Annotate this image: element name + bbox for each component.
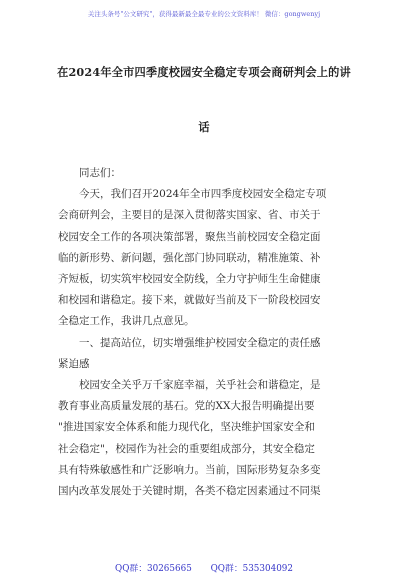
body-line: 校园安全关乎万千家庭幸福，关乎社会和谐稳定，是: [79, 379, 321, 392]
section-heading-cont: 紧迫感: [58, 357, 90, 370]
footer-contacts: [0, 561, 408, 574]
footer-qq-group-2: QQ群：535304092: [210, 564, 293, 574]
body-line: 校园安全工作的各项决策部署，聚焦当前校园安全稳定面: [58, 230, 321, 243]
body-line: 今天，我们召开2024年全市四季度校园安全稳定专项: [79, 188, 327, 201]
body-line: 临的新形势、新问题，强化部门协同联动，精准施策、补: [58, 251, 321, 264]
body-line: 教育事业高质量发展的基石。党的XX大报告明确提出要: [58, 400, 315, 413]
page-title-continuation: 话: [198, 120, 210, 134]
greeting: 同志们：: [79, 167, 121, 179]
body-line: "推进国家安全体系和能力现代化，坚决维护国家安全和: [58, 421, 315, 434]
section-heading: 一、提高站位，切实增强维护校园安全稳定的责任感: [79, 336, 321, 349]
body-line: 社会稳定"，校园作为社会的重要组成部分，其安全稳定: [58, 442, 315, 455]
body-line: 和校园和谐稳定。接下来，就做好当前及下一阶段校园安: [58, 294, 321, 307]
body-line: 国内改革发展处于关键时期，各类不稳定因素通过不同渠: [58, 485, 321, 498]
header-notice: 关注头条号"公文研究"，获得最新最全最专业的公文资料库！ 微信：gongwenyj: [87, 10, 321, 18]
body-line: 全稳定工作，我讲几点意见。: [58, 315, 195, 328]
body-line: 具有特殊敏感性和广泛影响力。当前，国际形势复杂多变: [58, 463, 321, 476]
page-title: 在2024年全市四季度校园安全稳定专项会商研判会上的讲: [57, 65, 351, 79]
document-body: [58, 163, 358, 502]
body-line: 齐短板，切实筑牢校园安全防线，全力守护师生生命健康: [58, 273, 321, 286]
body-line: 会商研判会，主要目的是深入贯彻落实国家、省、市关于: [58, 209, 321, 222]
footer-qq-group-1: QQ群：30265665: [115, 564, 192, 574]
